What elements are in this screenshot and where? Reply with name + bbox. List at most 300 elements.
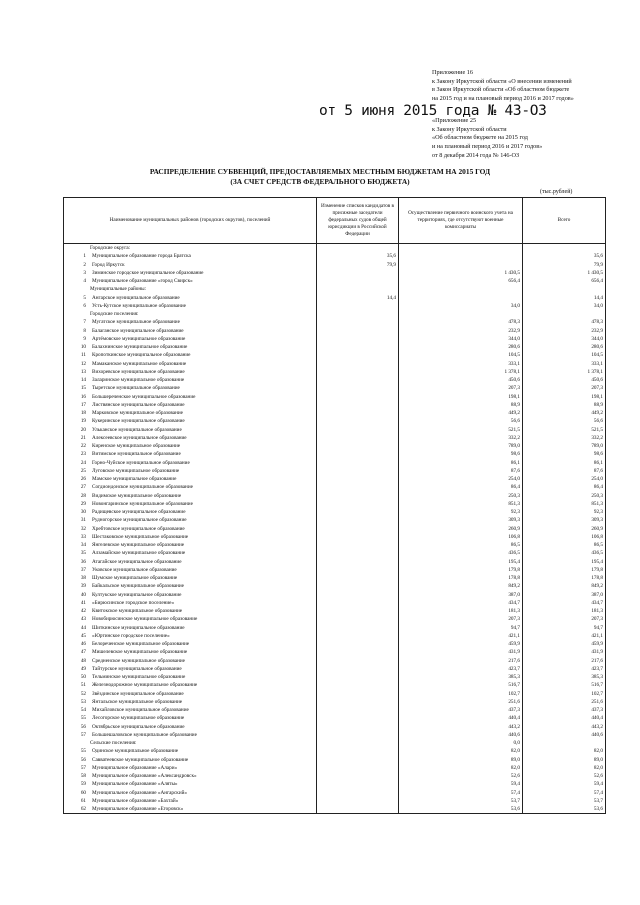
cell-military-registration: 88,9 (399, 401, 523, 409)
row-number: 57 (80, 764, 86, 771)
municipality-name: Октябрьское муниципальное образование (92, 723, 185, 730)
municipality-name: Муниципальное образование «Аляты» (92, 781, 178, 788)
row-number: 17 (80, 401, 86, 408)
row-number: 23 (80, 451, 86, 458)
cell-jury-lists (317, 384, 399, 392)
cell-jury-lists (317, 747, 399, 755)
municipality-name: Кукеринское муниципальное образование (92, 418, 185, 425)
cell-total: 86,4 (523, 483, 606, 491)
row-number: 6 (83, 302, 86, 309)
cell-total: 53,6 (523, 805, 606, 814)
cell-name (64, 789, 317, 797)
cell-total: 387,0 (523, 591, 606, 599)
table-row (64, 706, 606, 714)
cell-total: 217,6 (523, 657, 606, 665)
row-number: 18 (80, 410, 86, 416)
cell-name (64, 252, 317, 260)
table-row (64, 483, 606, 491)
cell-jury-lists (317, 401, 399, 409)
cell-military-registration: 89,0 (399, 756, 523, 764)
table-row (64, 318, 606, 326)
cell-total: 195,4 (523, 558, 606, 566)
cell-jury-lists (317, 681, 399, 689)
municipality-name: Ангарское муниципальное образование (92, 294, 180, 301)
cell-name (64, 492, 317, 500)
cell-name (64, 797, 317, 805)
table-row (64, 261, 606, 269)
municipality-name: Зиминское городское муниципальное образование (92, 269, 204, 276)
row-number: 55 (80, 748, 86, 755)
row-number: 2 (83, 261, 86, 268)
cell-military-registration: 849,2 (399, 582, 523, 590)
cell-military-registration: 280,6 (399, 343, 523, 351)
cell-jury-lists (317, 690, 399, 698)
cell-name (64, 269, 317, 277)
cell-jury-lists (317, 599, 399, 607)
appendix-line: к Закону Иркутской области «О внесении изменений (432, 77, 572, 85)
municipality-name: Савватеевское муниципальное образование (92, 756, 189, 763)
municipality-name: Муниципальное образование «Алари» (92, 764, 178, 771)
row-number: 13 (80, 368, 86, 375)
cell-total: 106,8 (523, 533, 606, 541)
cell-military-registration: 198,1 (399, 393, 523, 401)
cell-name (64, 459, 317, 467)
cell-military-registration: 232,9 (399, 327, 523, 335)
cell-jury-lists (317, 434, 399, 442)
table-row (64, 698, 606, 706)
cell-jury-lists (317, 558, 399, 566)
municipality-name: Средненское муниципальное образование (92, 657, 185, 664)
table-row (64, 277, 606, 285)
cell-name (64, 780, 317, 788)
table-row (64, 615, 606, 623)
cell-military-registration: 434,7 (399, 599, 523, 607)
row-number: 3 (83, 269, 86, 276)
cell-name (64, 657, 317, 665)
cell-total: 53,7 (523, 797, 606, 805)
cell-total: 423,7 (523, 665, 606, 673)
cell-military-registration (399, 261, 523, 269)
document-title (100, 167, 540, 186)
cell-military-registration: 436,5 (399, 549, 523, 557)
row-number: 5 (83, 294, 86, 301)
row-number: 32 (80, 525, 86, 532)
cell-military-registration: 86,5 (399, 541, 523, 549)
cell-military-registration: 251,6 (399, 698, 523, 706)
table-row (64, 450, 606, 458)
cell-jury-lists (317, 492, 399, 500)
appendix-line: «Приложение 25 (432, 117, 477, 124)
table-row (64, 269, 606, 277)
municipality-name: Муниципальное образование «Бахтай» (92, 797, 179, 804)
row-number: 12 (80, 360, 86, 367)
cell-jury-lists (317, 541, 399, 549)
cell-military-registration: 207,3 (399, 384, 523, 392)
cell-military-registration: 440,4 (399, 714, 523, 722)
municipality-name: Луговское муниципальное образование (92, 467, 180, 474)
cell-total: 434,7 (523, 599, 606, 607)
unit-label: (тыс.рублей) (540, 189, 573, 195)
municipality-name: Марковское муниципальное образование (92, 410, 183, 416)
cell-name (64, 310, 317, 318)
cell-total: 280,6 (523, 343, 606, 351)
municipality-name: Муниципальное образование «город Свирск» (92, 278, 193, 284)
municipality-name: Шумское муниципальное образование (92, 575, 178, 581)
row-number: 1 (83, 253, 86, 260)
cell-name (64, 607, 317, 615)
municipality-name: Шиткинское муниципальное образование (92, 624, 185, 631)
row-number: 24 (80, 459, 86, 466)
cell-total: 450,6 (523, 376, 606, 384)
municipality-name: Лесогорское муниципальное образование (92, 715, 185, 722)
row-number: 19 (80, 418, 86, 425)
cell-jury-lists (317, 393, 399, 401)
appendix-line: в Закон Иркутской области «Об областном бюджете (432, 86, 570, 94)
cell-total: 52,6 (523, 772, 606, 780)
cell-military-registration: 178,8 (399, 574, 523, 582)
table-row (64, 640, 606, 648)
row-number: 28 (80, 492, 86, 499)
row-number: 55 (80, 715, 86, 722)
table-row (64, 368, 606, 376)
cell-jury-lists (317, 805, 399, 814)
row-number: 30 (80, 509, 86, 515)
cell-jury-lists (317, 731, 399, 739)
table-row (64, 335, 606, 343)
column-header-total: Всего (523, 198, 606, 244)
row-number: 56 (80, 756, 86, 763)
cell-jury-lists (317, 327, 399, 335)
appendix-line: к Закону Иркутской области (432, 125, 507, 133)
table-row (64, 582, 606, 590)
row-number: 9 (83, 335, 86, 342)
cell-total: 1 430,5 (523, 269, 606, 277)
section-row (64, 310, 606, 318)
cell-military-registration: 207,3 (399, 615, 523, 623)
cell-jury-lists (317, 500, 399, 508)
cell-military-registration: 459,9 (399, 640, 523, 648)
row-number: 51 (80, 682, 86, 689)
municipality-name: Большереченское муниципальное образование (92, 393, 196, 400)
municipality-name: Янгелевское муниципальное образование (92, 542, 185, 548)
table-row (64, 393, 606, 401)
cell-military-registration: 56,6 (399, 417, 523, 425)
table-row (64, 533, 606, 541)
table-row (64, 417, 606, 425)
table-row (64, 459, 606, 467)
row-number: 25 (80, 467, 86, 474)
cell-military-registration: 789,0 (399, 442, 523, 450)
cell-total: 102,7 (523, 690, 606, 698)
cell-name (64, 566, 317, 574)
cell-military-registration: 478,3 (399, 318, 523, 326)
municipality-name: Согдиондонское муниципальное образование (92, 484, 193, 491)
cell-military-registration: 106,8 (399, 533, 523, 541)
cell-military-registration: 385,3 (399, 673, 523, 681)
cell-total: 849,2 (523, 582, 606, 590)
cell-total: 198,1 (523, 393, 606, 401)
section-row (64, 739, 606, 747)
municipality-name: Горно-Чуйское муниципальное образование (92, 459, 190, 466)
municipality-name: Новобирюсинское муниципальное образование (92, 616, 198, 623)
cell-jury-lists (317, 648, 399, 656)
cell-jury-lists (317, 665, 399, 673)
row-number: 20 (80, 426, 86, 433)
row-number: 34 (80, 542, 86, 548)
cell-name (64, 690, 317, 698)
municipality-name: Усть-Кутское муниципальное образование (92, 302, 186, 309)
municipality-name: Новонгаринское муниципальное образование (92, 500, 193, 507)
row-number: 31 (80, 517, 86, 524)
cell-jury-lists (317, 607, 399, 615)
cell-military-registration: 421,1 (399, 632, 523, 640)
cell-military-registration: 102,7 (399, 690, 523, 698)
row-number: 49 (80, 665, 86, 672)
cell-name (64, 582, 317, 590)
cell-jury-lists (317, 624, 399, 632)
cell-total: 478,3 (523, 318, 606, 326)
cell-military-registration: 179,8 (399, 566, 523, 574)
cell-name (64, 277, 317, 285)
table-row (64, 789, 606, 797)
cell-military-registration: 217,6 (399, 657, 523, 665)
table-row (64, 607, 606, 615)
row-number: 39 (80, 583, 86, 590)
appendix-header-previous (432, 117, 632, 161)
cell-name (64, 549, 317, 557)
municipality-name: Тайтурское муниципальное образование (92, 665, 182, 672)
table-body (64, 244, 606, 814)
cell-name (64, 714, 317, 722)
table-row (64, 500, 606, 508)
municipality-name: Листвянское муниципальное образование (92, 401, 185, 408)
row-number: 10 (80, 344, 86, 350)
cell-military-registration (399, 244, 523, 253)
title-line: РАСПРЕДЕЛЕНИЕ СУБВЕНЦИЙ, ПРЕДОСТАВЛЯЕМЫХ МЕСТНЫМ БЮДЖЕТАМ НА 2015 ГОД (149, 167, 491, 176)
cell-name (64, 764, 317, 772)
cell-military-registration: 332,2 (399, 434, 523, 442)
cell-name (64, 574, 317, 582)
cell-name (64, 475, 317, 483)
row-number: 38 (80, 575, 86, 581)
cell-name (64, 261, 317, 269)
cell-total: 516,7 (523, 681, 606, 689)
cell-jury-lists (317, 417, 399, 425)
cell-total: 86,1 (523, 459, 606, 467)
cell-military-registration: 92,3 (399, 508, 523, 516)
table-row (64, 525, 606, 533)
row-number: 57 (80, 731, 86, 738)
table-row (64, 665, 606, 673)
cell-total (523, 244, 606, 253)
row-number: 36 (80, 558, 86, 565)
cell-jury-lists: 14,4 (317, 294, 399, 302)
cell-jury-lists (317, 533, 399, 541)
cell-name (64, 673, 317, 681)
table-row (64, 475, 606, 483)
cell-jury-lists (317, 566, 399, 574)
cell-jury-lists (317, 376, 399, 384)
cell-total: 232,9 (523, 327, 606, 335)
cell-jury-lists (317, 277, 399, 285)
row-number: 42 (80, 608, 86, 614)
municipality-name: Мугатское муниципальное образование (92, 319, 180, 326)
title-line: (ЗА СЧЕТ СРЕДСТВ ФЕДЕРАЛЬНОГО БЮДЖЕТА) (230, 176, 410, 186)
cell-military-registration: 1 430,5 (399, 269, 523, 277)
table-row (64, 492, 606, 500)
municipality-name: Рудногорское муниципальное образование (92, 517, 187, 524)
cell-name (64, 351, 317, 359)
table-row (64, 442, 606, 450)
cell-name (64, 244, 317, 253)
cell-total: 92,3 (523, 508, 606, 516)
municipality-name: Витимское муниципальное образование (92, 451, 181, 458)
cell-military-registration: 82,0 (399, 747, 523, 755)
cell-name (64, 318, 317, 326)
cell-total: 87,6 (523, 467, 606, 475)
municipality-name: Мамское муниципальное образование (92, 476, 177, 482)
municipality-name: Муниципальное образование города Братска (92, 253, 191, 260)
section-row (64, 244, 606, 253)
date-stamp: от 5 июня 2015 года № 43-ОЗ (319, 103, 547, 119)
cell-jury-lists (317, 351, 399, 359)
table-row (64, 714, 606, 722)
cell-name (64, 756, 317, 764)
cell-military-registration: 98,6 (399, 450, 523, 458)
row-number: 48 (80, 657, 86, 664)
cell-military-registration: 104,5 (399, 351, 523, 359)
cell-name (64, 508, 317, 516)
cell-total: 254,0 (523, 475, 606, 483)
cell-total: 207,3 (523, 615, 606, 623)
table-row (64, 294, 606, 302)
cell-name (64, 558, 317, 566)
municipality-name: Одинское муниципальное образование (92, 748, 179, 755)
municipality-name: Янтальское муниципальное образование (92, 698, 183, 705)
cell-military-registration: 82,0 (399, 764, 523, 772)
table-row (64, 467, 606, 475)
cell-jury-lists (317, 525, 399, 533)
row-number: 16 (80, 393, 86, 400)
row-number: 8 (83, 327, 86, 334)
cell-name (64, 409, 317, 417)
cell-jury-lists (317, 269, 399, 277)
cell-total: 385,3 (523, 673, 606, 681)
cell-name (64, 681, 317, 689)
cell-jury-lists (317, 508, 399, 516)
municipality-name: Мишелевское муниципальное образование (92, 649, 188, 656)
row-number: 35 (80, 550, 86, 557)
table-row (64, 756, 606, 764)
cell-jury-lists (317, 789, 399, 797)
cell-name (64, 417, 317, 425)
municipality-name: Большешаловское муниципальное образование (92, 731, 197, 738)
cell-name (64, 442, 317, 450)
column-header-jury-lists: Изменение списков кандидатов в присяжные заседатели федеральных судов общей юрисдикции в Российской Федерации (317, 198, 399, 244)
column-header-name: Наименование муниципальных районов (городских округов), поселений (64, 198, 317, 244)
cell-military-registration: 387,0 (399, 591, 523, 599)
table-row (64, 566, 606, 574)
cell-military-registration: 53,6 (399, 805, 523, 814)
cell-name (64, 376, 317, 384)
cell-total: 1 378,1 (523, 368, 606, 376)
cell-jury-lists (317, 483, 399, 491)
cell-name (64, 723, 317, 731)
table-row (64, 360, 606, 368)
appendix-line: на 2015 год и на плановый период 2016 и 2017 годов» (432, 95, 574, 103)
cell-total: 79,9 (523, 261, 606, 269)
row-number: 27 (80, 484, 86, 491)
row-number: 40 (80, 591, 86, 598)
cell-military-registration: 59,4 (399, 780, 523, 788)
municipality-name: Муниципальные районы: (90, 286, 147, 293)
row-number: 52 (80, 690, 86, 697)
table-row (64, 690, 606, 698)
cell-total: 94,7 (523, 624, 606, 632)
cell-name (64, 294, 317, 302)
municipality-name: Алексеевское муниципальное образование (92, 434, 187, 441)
cell-military-registration (399, 252, 523, 260)
table-row (64, 731, 606, 739)
cell-jury-lists (317, 285, 399, 293)
cell-military-registration: 34,0 (399, 302, 523, 310)
cell-military-registration (399, 285, 523, 293)
cell-total: 437,3 (523, 706, 606, 714)
municipality-name: Муниципальное образование «Егоровск» (92, 806, 184, 812)
cell-name (64, 327, 317, 335)
cell-jury-lists (317, 318, 399, 326)
municipality-name: Балахнинское муниципальное образование (92, 344, 188, 350)
cell-total: 309,3 (523, 516, 606, 524)
table-row (64, 681, 606, 689)
cell-name (64, 467, 317, 475)
municipality-name: «Бирюсинское городское поселение» (92, 599, 175, 606)
municipality-name: Тельминское муниципальное образование (92, 674, 186, 680)
municipality-name: Ульканское муниципальное образование (92, 426, 182, 433)
cell-military-registration: 94,7 (399, 624, 523, 632)
cell-name (64, 516, 317, 524)
cell-jury-lists (317, 739, 399, 747)
table-row (64, 376, 606, 384)
cell-total: 178,8 (523, 574, 606, 582)
appendix-line: и на плановый период 2016 и 2017 годов» (432, 143, 543, 151)
cell-jury-lists (317, 426, 399, 434)
cell-name (64, 450, 317, 458)
cell-total: 851,3 (523, 500, 606, 508)
cell-name (64, 360, 317, 368)
row-number: 7 (83, 319, 86, 326)
cell-military-registration: 333,1 (399, 360, 523, 368)
row-number: 54 (80, 707, 86, 713)
cell-military-registration: 521,5 (399, 426, 523, 434)
cell-name (64, 731, 317, 739)
row-number: 44 (80, 624, 86, 631)
cell-total: 443,2 (523, 723, 606, 731)
municipality-name: Балаганское муниципальное образование (92, 327, 184, 334)
table-row (64, 549, 606, 557)
cell-jury-lists (317, 640, 399, 648)
cell-total: 86,5 (523, 541, 606, 549)
row-number: 59 (80, 781, 86, 788)
table-row (64, 624, 606, 632)
municipality-name: Городские округа: (90, 245, 131, 251)
table-row (64, 302, 606, 310)
cell-military-registration: 851,3 (399, 500, 523, 508)
cell-name (64, 599, 317, 607)
municipality-name: Атагайское муниципальное образование (92, 558, 182, 565)
table-row (64, 343, 606, 351)
table-row (64, 657, 606, 665)
